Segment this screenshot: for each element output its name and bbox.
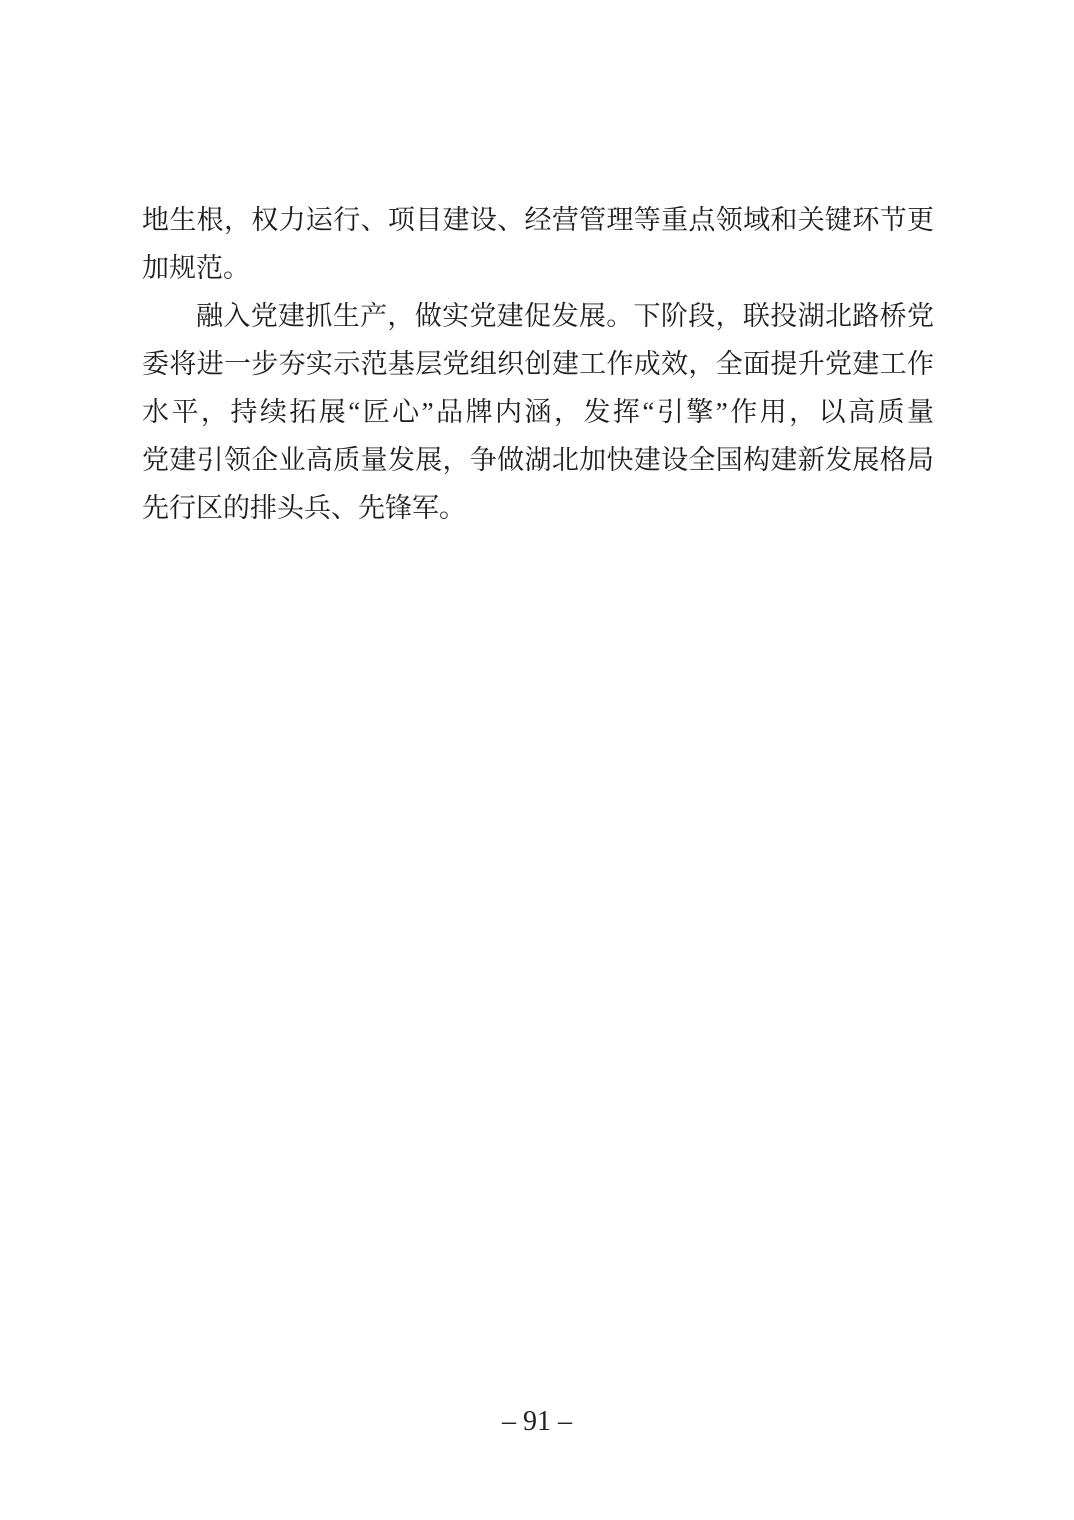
text-line: 融入党建抓生产，做实党建促发展。下阶段，联投湖北路桥党 [196,301,934,331]
paragraph-2 [142,292,934,532]
text-line: 地生根，权力运行、项目建设、经营管理等重点领域和关键环节更 [142,205,934,235]
text-line: 委将进一步夯实示范基层党组织创建工作成效，全面提升党建工作 [142,349,934,379]
paragraph-1 [142,196,934,292]
text-line: 先行区的排头兵、先锋军。 [142,493,466,523]
text-line: 党建引领企业高质量发展，争做湖北加快建设全国构建新发展格局 [142,445,934,475]
text-line: 水平，持续拓展“匠心”品牌内涵，发挥“引擎”作用，以高质量 [142,397,934,427]
page-number: – 91 – [502,1406,572,1437]
text-line: 加规范。 [142,253,250,283]
document-body [142,196,934,532]
